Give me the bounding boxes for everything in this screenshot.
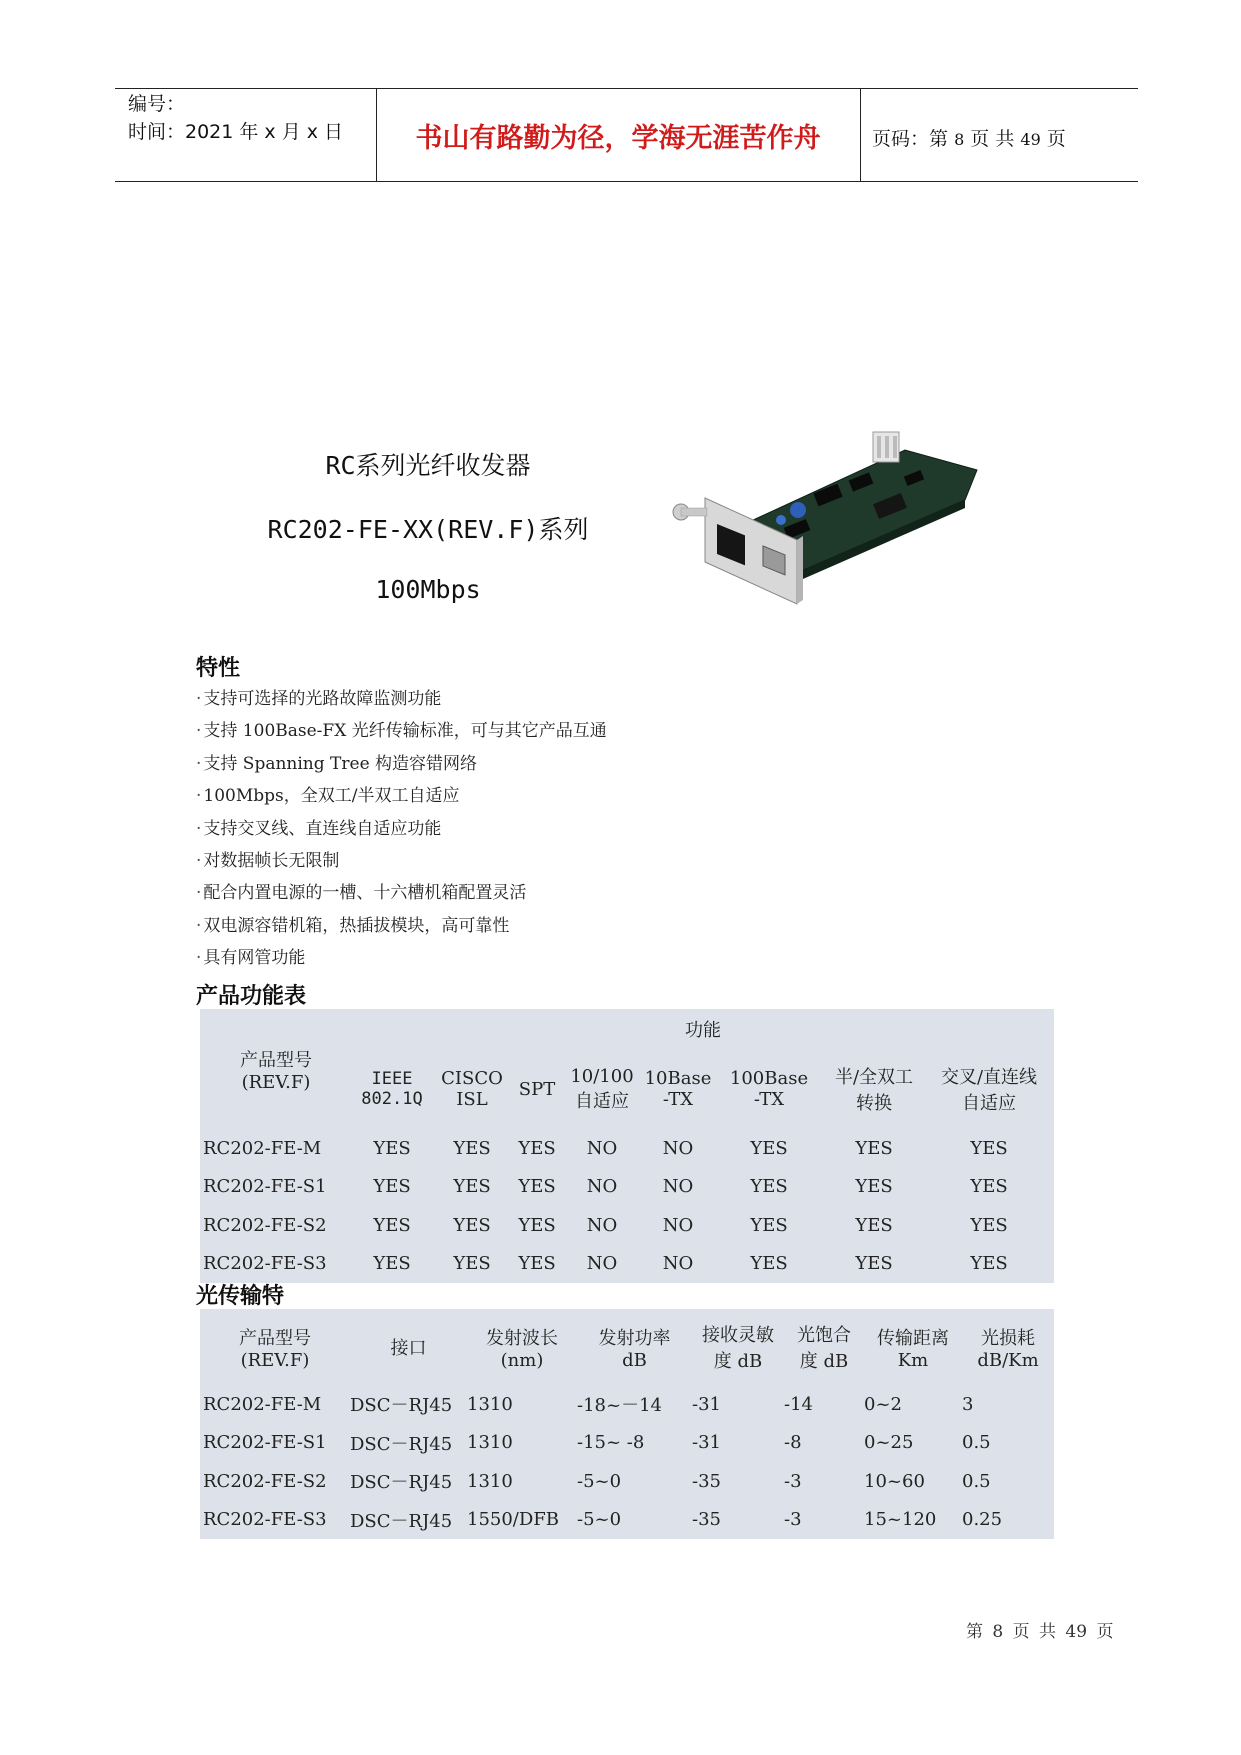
footer-page-number: 第 8 页 共 49 页 xyxy=(966,1622,1114,1642)
column-header: SPT xyxy=(518,1078,556,1100)
function-table-heading: 产品功能表 xyxy=(196,984,307,1009)
feature-list xyxy=(196,683,607,975)
column-header: 交叉/直连线 自适应 xyxy=(940,1067,1038,1114)
column-header: 100Base -TX xyxy=(729,1068,809,1110)
column-header: 光饱合 度 dB xyxy=(797,1325,851,1372)
column-header: 10/100 自适应 xyxy=(570,1065,634,1112)
pcb-header-pin xyxy=(877,436,881,458)
header-motto: 书山有路勤为径，学海无涯苦作舟 xyxy=(415,123,821,154)
feature-item: · 支持 100Base-FX 光纤传输标准，可与其它产品互通 xyxy=(196,721,607,742)
column-header: CISCO ISL xyxy=(441,1068,503,1110)
table-row: RC202-FE-S2 DSC－RJ45 1310 -5~0 -35 -3 10~60 0.5 xyxy=(203,1470,991,1494)
serial-number-label: 编号： xyxy=(128,93,186,115)
page-prefix: 页码：第 xyxy=(872,128,949,150)
feature-item: · 支持可选择的光路故障监测功能 xyxy=(196,689,442,709)
header-bottom-rule xyxy=(115,181,1138,182)
page-suffix: 页 xyxy=(1046,128,1066,150)
column-header: 产品型号 (REV.F) xyxy=(239,1327,311,1371)
feature-item: · 支持 Spanning Tree 构造容错网络 xyxy=(196,753,478,774)
optical-table xyxy=(200,1309,1054,1539)
table-row: RC202-FE-M YES YES YES NO NO YES YES YES xyxy=(203,1137,1008,1159)
header-meta xyxy=(128,90,343,146)
table-row: RC202-FE-M DSC－RJ45 1310 -18~－14 -31 -14 0~2 3 xyxy=(203,1393,974,1417)
function-group-header: 功能 xyxy=(685,1020,721,1041)
column-header: 10Base -TX xyxy=(644,1068,712,1110)
table-row: RC202-FE-S1 DSC－RJ45 1310 -15~ -8 -31 -8 0~25 0.5 xyxy=(203,1432,991,1455)
header-divider-right xyxy=(860,88,861,181)
column-header: 光损耗 dB/Km xyxy=(977,1327,1039,1371)
title-model: RC202-FE-XX(REV.F)系列 xyxy=(267,515,589,544)
title-series: RC系列光纤收发器 xyxy=(325,451,531,480)
pcb-blue-component xyxy=(776,515,786,525)
page-mid: 页 共 xyxy=(970,128,1015,150)
table-row: RC202-FE-S2 YES YES YES NO NO YES YES YES xyxy=(203,1214,1008,1236)
column-header: 发射功率 dB xyxy=(598,1327,671,1371)
table-row: RC202-FE-S3 DSC－RJ45 1550/DFB -5~0 -35 -3 15~120 0.25 xyxy=(203,1509,1003,1532)
feature-item: · 100Mbps，全双工/半双工自适应 xyxy=(196,786,460,807)
column-header: 接口 xyxy=(390,1338,427,1359)
feature-item: · 配合内置电源的一槽、十六槽机箱配置灵活 xyxy=(196,883,527,904)
table-row: RC202-FE-S3 YES YES YES NO NO YES YES YES xyxy=(203,1253,1008,1275)
pcb-blue-component xyxy=(790,502,806,518)
column-header: 半/全双工 转换 xyxy=(834,1067,914,1114)
function-table xyxy=(200,1009,1054,1283)
page-current: 8 xyxy=(954,130,965,149)
header-top-rule xyxy=(115,88,1138,89)
feature-item: · 对数据帧长无限制 xyxy=(196,850,340,871)
title-speed: 100Mbps xyxy=(375,575,481,604)
column-header: IEEE 802.1Q xyxy=(361,1069,423,1109)
table-row: RC202-FE-S1 YES YES YES NO NO YES YES YES xyxy=(203,1176,1008,1198)
page-total: 49 xyxy=(1020,130,1041,149)
header-page-number xyxy=(872,124,1066,151)
features-heading: 特性 xyxy=(196,656,241,681)
column-header: 接收灵敏 度 dB xyxy=(702,1325,774,1372)
optical-table-heading: 光传输特 xyxy=(196,1284,285,1309)
pcb-header-pin xyxy=(885,436,889,458)
date-label: 时间：2021 年 x 月 x 日 xyxy=(128,121,344,143)
feature-item: · 支持交叉线、直连线自适应功能 xyxy=(196,818,442,839)
panel-screw-shaft xyxy=(681,508,707,516)
column-header: 传输距离 Km xyxy=(877,1327,949,1371)
model-header-cell: 产品型号 (REV.F) xyxy=(240,1049,312,1093)
feature-item: · 双电源容错机箱，热插拔模块，高可靠性 xyxy=(196,915,510,936)
feature-item: · 具有网管功能 xyxy=(196,948,306,969)
product-photo xyxy=(665,428,985,628)
pcb-header-pin xyxy=(893,436,897,458)
column-header: 发射波长 (nm) xyxy=(486,1327,558,1371)
front-panel-edge xyxy=(797,536,803,604)
